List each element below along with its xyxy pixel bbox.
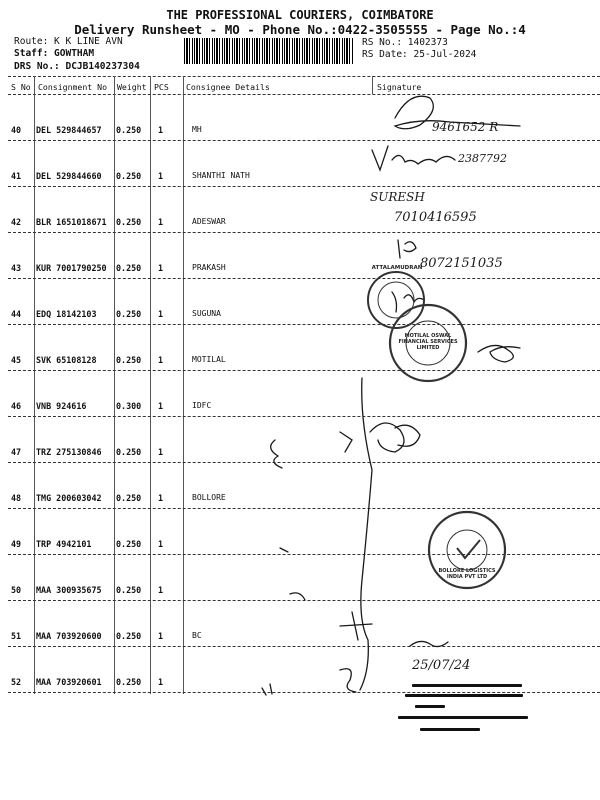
- runsheet-title: Delivery Runsheet - MO - Phone No.:0422-3505555 - Page No.:4: [74, 22, 526, 37]
- handwriting-40: 9461652 R: [432, 120, 499, 134]
- ink-smudge: [415, 705, 445, 708]
- ink-smudge: [398, 716, 528, 719]
- ink-smudge: [405, 694, 523, 697]
- signature-43: [398, 240, 416, 258]
- cell-pcs: 1: [158, 217, 164, 227]
- cell-consignment: VNB 924616: [36, 401, 87, 411]
- cell-consignment: MAA 703920600: [36, 631, 102, 641]
- cell-weight: 0.250: [116, 355, 142, 365]
- cell-sno: 48: [11, 493, 22, 503]
- stamp-48-check: [457, 540, 480, 558]
- cell-pcs: 1: [158, 493, 164, 503]
- cell-sno: 52: [11, 677, 22, 687]
- cell-sno: 42: [11, 217, 22, 227]
- cell-pcs: 1: [158, 539, 164, 549]
- col-header-signature: Signature: [377, 82, 422, 92]
- cell-weight: 0.250: [116, 585, 142, 595]
- cell-weight: 0.250: [116, 631, 142, 641]
- cell-consignment: EDQ 18142103: [36, 309, 97, 319]
- cell-sno: 51: [11, 631, 22, 641]
- cell-sno: 50: [11, 585, 22, 595]
- cell-pcs: 1: [158, 447, 164, 457]
- stamp-48-inner: [447, 530, 487, 570]
- handwriting-42a: SURESH: [370, 190, 425, 204]
- company-name: THE PROFESSIONAL COURIERS, COIMBATORE: [166, 8, 434, 22]
- cell-weight: 0.250: [116, 125, 142, 135]
- cell-pcs: 1: [158, 677, 164, 687]
- cell-sno: 49: [11, 539, 22, 549]
- cell-consignment: TRZ 275130846: [36, 447, 102, 457]
- cell-consignee: SUGUNA: [192, 309, 221, 318]
- cell-sno: 46: [11, 401, 22, 411]
- signature-45: [478, 345, 520, 362]
- col-header-consignment: Consignment No: [38, 82, 108, 92]
- cell-consignment: DEL 529844657: [36, 125, 102, 135]
- cell-consignment: MAA 300935675: [36, 585, 102, 595]
- cell-consignee: BC: [192, 631, 202, 640]
- handwriting-43: 8072151035: [420, 256, 503, 271]
- scribble-row51: [340, 612, 372, 640]
- cell-weight: 0.250: [116, 217, 142, 227]
- cell-pcs: 1: [158, 171, 164, 181]
- cell-consignee: SHANTHI NATH: [192, 171, 250, 180]
- cell-pcs: 1: [158, 631, 164, 641]
- cell-pcs: 1: [158, 355, 164, 365]
- signature-41: [372, 146, 455, 170]
- cell-consignee: BOLLORE: [192, 493, 226, 502]
- cell-weight: 0.250: [116, 263, 142, 273]
- route-label: Route: K K LINE AVN: [14, 36, 123, 47]
- cell-weight: 0.250: [116, 171, 142, 181]
- col-header-consignee: Consignee Details: [186, 82, 270, 92]
- cell-consignment: TRP 4942101: [36, 539, 92, 549]
- scribble-row52: [262, 669, 356, 695]
- cell-pcs: 1: [158, 401, 164, 411]
- handwriting-52-date: 25/07/24: [412, 658, 471, 673]
- scribble-line: [360, 378, 372, 690]
- cell-weight: 0.250: [116, 539, 142, 549]
- cell-sno: 44: [11, 309, 22, 319]
- cell-consignee: MOTILAL: [192, 355, 226, 364]
- scribble-47b: [271, 440, 282, 468]
- cell-sno: 41: [11, 171, 22, 181]
- drs-number: DRS No.: DCJB140237304: [14, 61, 140, 72]
- cell-consignment: TMG 200603042: [36, 493, 102, 503]
- cell-consignment: DEL 529844660: [36, 171, 102, 181]
- staff-label: Staff: GOWTHAM: [14, 48, 95, 59]
- cell-sno: 45: [11, 355, 22, 365]
- rs-date: RS Date: 25-Jul-2024: [362, 49, 477, 60]
- cell-consignment: MAA 703920601: [36, 677, 102, 687]
- col-header-weight: Weight: [117, 82, 147, 92]
- scribble-47: [340, 423, 420, 452]
- cell-consignee: PRAKASH: [192, 263, 226, 272]
- stamp-45-text: MOTILAL OSWAL FINANCIAL SERVICES LIMITED: [398, 333, 458, 351]
- ink-smudge: [412, 684, 522, 687]
- signature-44: [392, 292, 424, 312]
- cell-consignment: BLR 1651018671: [36, 217, 107, 227]
- cell-pcs: 1: [158, 263, 164, 273]
- col-header-sno: S No: [11, 82, 31, 92]
- rs-number: RS No.: 1402373: [362, 37, 448, 48]
- ink-smudge: [420, 728, 480, 731]
- stamp-48-text: BOLLORE LOGISTICS INDIA PVT LTD: [438, 568, 496, 580]
- handwriting-42b: 7010416595: [394, 210, 477, 225]
- cell-sno: 40: [11, 125, 22, 135]
- scribble-row50: [280, 548, 305, 600]
- cell-weight: 0.250: [116, 447, 142, 457]
- cell-sno: 43: [11, 263, 22, 273]
- cell-weight: 0.250: [116, 309, 142, 319]
- cell-weight: 0.250: [116, 677, 142, 687]
- cell-pcs: 1: [158, 125, 164, 135]
- signature-52: [410, 641, 448, 646]
- cell-pcs: 1: [158, 585, 164, 595]
- cell-weight: 0.250: [116, 493, 142, 503]
- handwriting-41: 2387792: [458, 152, 507, 165]
- cell-consignment: SVK 65108128: [36, 355, 97, 365]
- stamp-44-text: ATTALAMUDRAN: [371, 265, 423, 271]
- cell-consignee: ADESWAR: [192, 217, 226, 226]
- cell-consignment: KUR 7001790250: [36, 263, 107, 273]
- cell-pcs: 1: [158, 309, 164, 319]
- col-header-pcs: PCS: [154, 82, 169, 92]
- cell-consignee: IDFC: [192, 401, 212, 410]
- cell-sno: 47: [11, 447, 22, 457]
- cell-weight: 0.300: [116, 401, 142, 411]
- cell-consignee: MH: [192, 125, 202, 134]
